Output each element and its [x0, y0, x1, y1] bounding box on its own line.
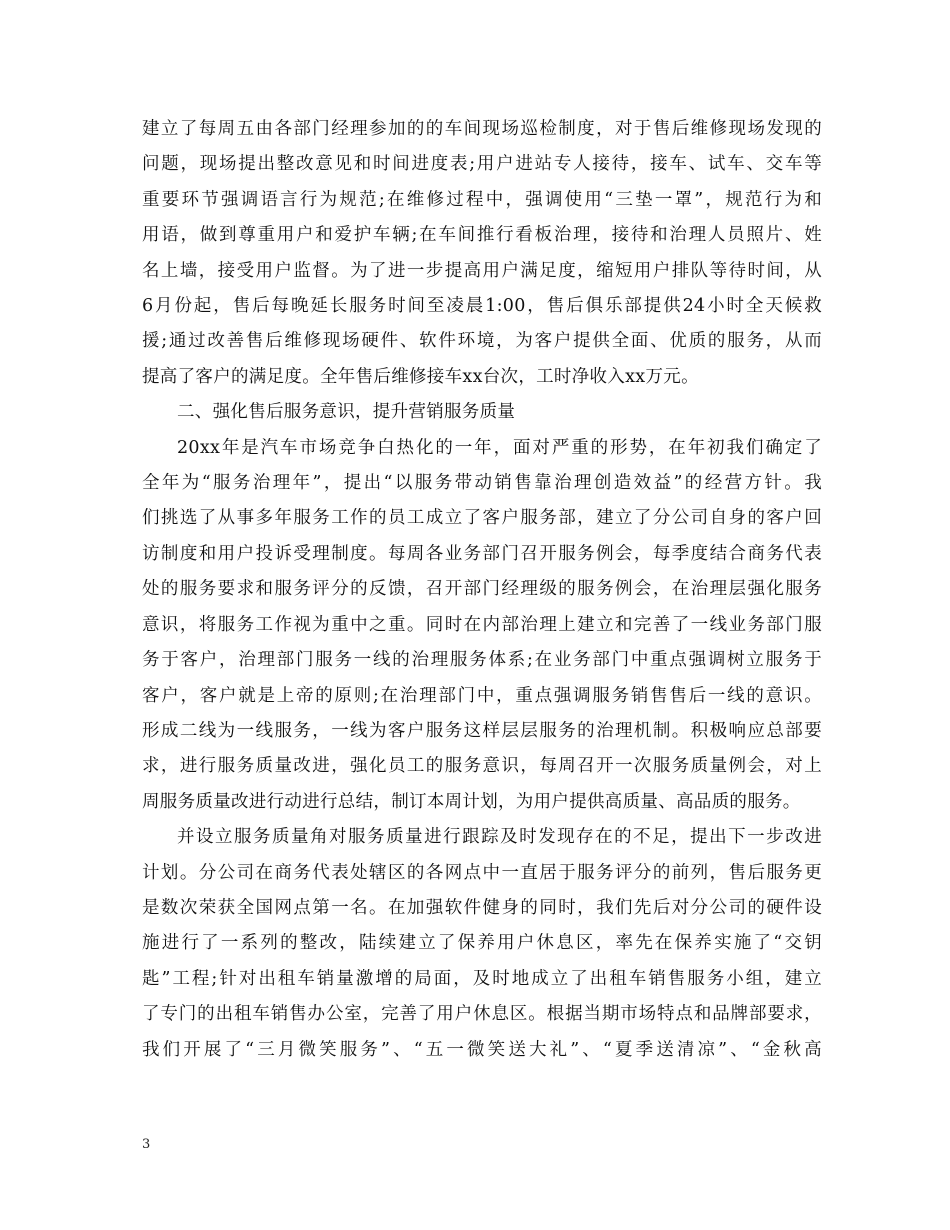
text-line: 客户，客户就是上帝的原则;在治理部门中，重点强调服务销售售后一线的意识。 — [142, 685, 822, 706]
text-line: 20xx年是汽车市场竞争白热化的一年，面对严重的形势，在年初我们确定了 — [177, 437, 822, 458]
text-line: 我们开展了“三月微笑服务”、“五一微笑送大礼”、“夏季送清凉”、“金秋高 — [142, 1039, 822, 1060]
text-line: 名上墙，接受用户监督。为了进一步提高用户满足度，缩短用户排队等待时间，从 — [142, 260, 822, 281]
text-line: 问题，现场提出整改意见和时间进度表;用户进站专人接待，接车、试车、交车等 — [142, 154, 822, 175]
text-line: 建立了每周五由各部门经理参加的的车间现场巡检制度，对于售后维修现场发现的 — [142, 119, 822, 139]
text-line: 提高了客户的满足度。全年售后维修接车xx台次，工时净收入xx万元。 — [142, 366, 699, 387]
text-line: 务于客户，治理部门服务一线的治理服务体系;在业务部门中重点强调树立服务于 — [142, 650, 822, 671]
text-line: 周服务质量改进行动进行总结，制订本周计划，为用户提供高质量、高品质的服务。 — [142, 791, 801, 812]
text-line: 了专门的出租车销售办公室，完善了用户休息区。根据当期市场特点和品牌部要求， — [142, 1004, 822, 1025]
text-line: 施进行了一系列的整改，陆续建立了保养用户休息区，率先在保养实施了“交钥 — [142, 933, 822, 954]
section-heading: 二、强化售后服务意识，提升营销服务质量 — [177, 402, 516, 423]
page-number: 3 — [142, 1137, 151, 1152]
text-line: 访制度和用户投诉受理制度。每周各业务部门召开服务例会，每季度结合商务代表 — [142, 543, 822, 564]
text-line: 匙”工程;针对出租车销量激增的局面，及时地成立了出租车销售服务小组，建立 — [142, 968, 822, 989]
text-line: 并设立服务质量角对服务质量进行跟踪及时发现存在的不足，提出下一步改进 — [177, 827, 822, 848]
text-line: 处的服务要求和服务评分的反馈，召开部门经理级的服务例会，在治理层强化服务 — [142, 579, 822, 600]
text-line: 形成二线为一线服务，一线为客户服务这样层层服务的治理机制。积极响应总部要 — [142, 720, 822, 741]
text-line: 是数次荣获全国网点第一名。在加强软件健身的同时，我们先后对分公司的硬件设 — [142, 897, 822, 918]
text-line: 们挑选了从事多年服务工作的员工成立了客户服务部，建立了分公司自身的客户回 — [142, 508, 822, 529]
text-line: 6月份起，售后每晚延长服务时间至凌晨1:00，售后俱乐部提供24小时全天候救 — [142, 296, 822, 317]
text-line: 用语，做到尊重用户和爱护车辆;在车间推行看板治理，接待和治理人员照片、姓 — [142, 225, 822, 246]
body-text — [142, 112, 822, 1068]
text-line: 求，进行服务质量改进，强化员工的服务意识，每周召开一次服务质量例会，对上 — [142, 756, 822, 777]
text-line: 重要环节强调语言行为规范;在维修过程中，强调使用“三垫一罩”，规范行为和 — [142, 189, 822, 210]
text-line: 全年为“服务治理年”，提出“以服务带动销售靠治理创造效益”的经营方针。我 — [142, 473, 822, 494]
text-line: 援;通过改善售后维修现场硬件、软件环境，为客户提供全面、优质的服务，从而 — [142, 331, 822, 352]
text-line: 计划。分公司在商务代表处辖区的各网点中一直居于服务评分的前列，售后服务更 — [142, 862, 822, 883]
text-line: 意识，将服务工作视为重中之重。同时在内部治理上建立和完善了一线业务部门服 — [142, 614, 822, 635]
